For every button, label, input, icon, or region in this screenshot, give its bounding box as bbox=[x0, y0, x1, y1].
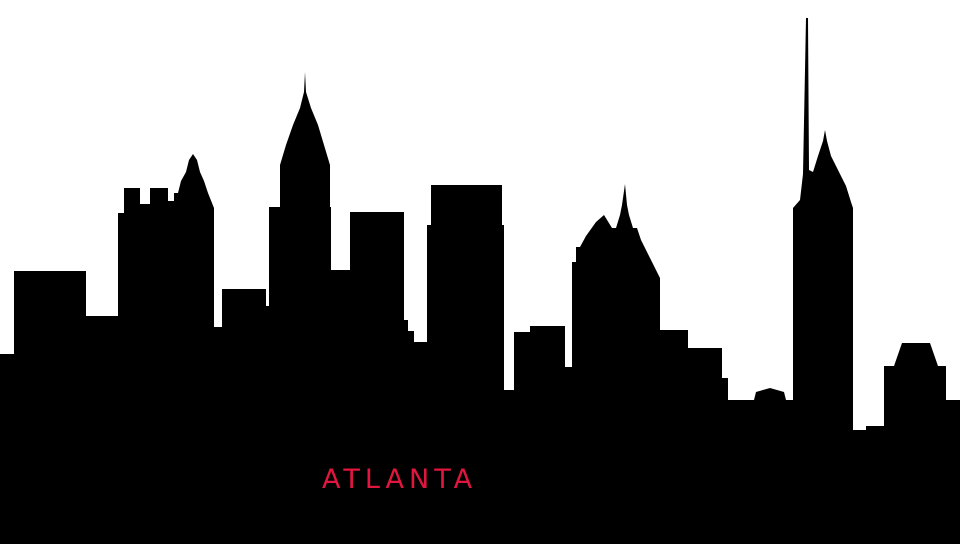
city-name-caption: ATLANTA bbox=[322, 464, 478, 495]
